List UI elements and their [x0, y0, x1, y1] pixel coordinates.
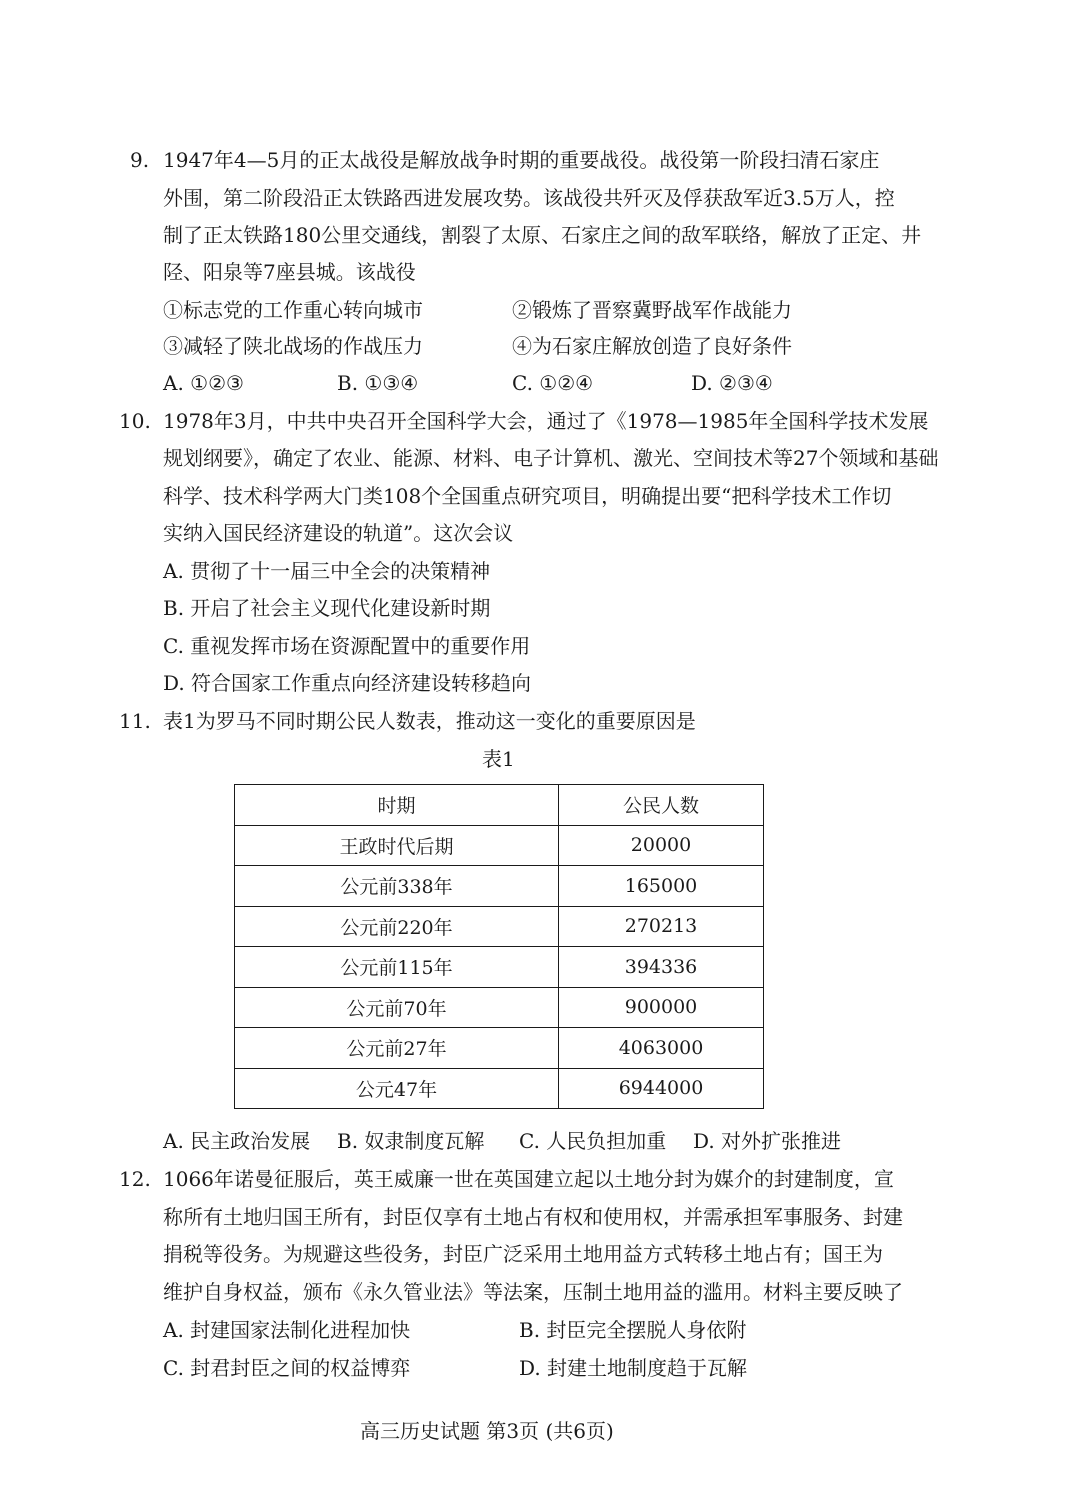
question-9-option-c[interactable]: C. ①②④ — [512, 371, 594, 395]
question-9-line: 1947年4—5月的正太战役是解放战争时期的重要战役。战役第一阶段扫清石家庄 — [163, 148, 880, 172]
question-9-option-b[interactable]: B. ①③④ — [337, 371, 419, 395]
question-11-number: 11. — [119, 709, 151, 733]
question-9-number: 9. — [130, 148, 150, 172]
question-10-line: 1978年3月，中共中央召开全国科学大会，通过了《1978—1985年全国科学技术发展 — [163, 409, 929, 433]
question-12-option-d[interactable]: D. 封建土地制度趋于瓦解 — [519, 1356, 748, 1380]
question-10-option-b[interactable]: B. 开启了社会主义现代化建设新时期 — [163, 596, 491, 620]
page-footer: 高三历史试题 第3页 (共6页) — [360, 1419, 614, 1443]
table-row — [235, 1028, 764, 1069]
table-cell-period: 公元前27年 — [235, 1028, 559, 1069]
question-11-stem: 表1为罗马不同时期公民人数表，推动这一变化的重要原因是 — [163, 709, 696, 733]
question-11-option-d[interactable]: D. 对外扩张推进 — [693, 1129, 842, 1153]
question-10-line: 实纳入国民经济建设的轨道”。这次会议 — [163, 521, 514, 545]
question-9-option-a[interactable]: A. ①②③ — [163, 371, 244, 395]
table-cell-period: 公元前70年 — [235, 987, 559, 1028]
table-row — [235, 987, 764, 1028]
table-row — [235, 866, 764, 907]
question-12-option-b[interactable]: B. 封臣完全摆脱人身依附 — [519, 1318, 747, 1342]
table-row — [235, 1068, 764, 1109]
table-row — [235, 906, 764, 947]
question-9-line: 外围，第二阶段沿正太铁路西进发展攻势。该战役共歼灭及俘获敌军近3.5万人，控 — [163, 186, 895, 210]
question-10-number: 10. — [119, 409, 151, 433]
table-header-cell: 时期 — [235, 785, 559, 826]
question-9-item: ①标志党的工作重心转向城市 — [163, 298, 423, 322]
table-cell-period: 公元前338年 — [235, 866, 559, 907]
table-caption: 表1 — [482, 747, 515, 771]
question-10-option-a[interactable]: A. 贯彻了十一届三中全会的决策精神 — [163, 559, 491, 583]
question-12-line: 维护自身权益，颁布《永久管业法》等法案，压制土地用益的滥用。材料主要反映了 — [163, 1280, 903, 1304]
question-11-option-a[interactable]: A. 民主政治发展 — [163, 1129, 311, 1153]
question-11-option-c[interactable]: C. 人民负担加重 — [519, 1129, 667, 1153]
question-9-item: ④为石家庄解放创造了良好条件 — [512, 334, 792, 358]
question-12-option-c[interactable]: C. 封君封臣之间的权益博弈 — [163, 1356, 411, 1380]
table-cell-period: 公元47年 — [235, 1068, 559, 1109]
question-10-option-d[interactable]: D. 符合国家工作重点向经济建设转移趋向 — [163, 671, 532, 695]
table-cell-count: 4063000 — [559, 1028, 764, 1069]
question-9-line: 制了正太铁路180公里交通线，割裂了太原、石家庄之间的敌军联络，解放了正定、井 — [163, 223, 922, 247]
question-9-option-d[interactable]: D. ②③④ — [691, 371, 773, 395]
question-11-option-b[interactable]: B. 奴隶制度瓦解 — [337, 1129, 485, 1153]
question-9-item: ②锻炼了晋察冀野战军作战能力 — [512, 298, 792, 322]
question-12-number: 12. — [119, 1167, 151, 1191]
table-cell-count: 20000 — [559, 825, 764, 866]
citizen-count-table — [234, 784, 764, 1109]
question-9-line: 陉、阳泉等7座县城。该战役 — [163, 260, 416, 284]
table-cell-count: 270213 — [559, 906, 764, 947]
table-cell-period: 王政时代后期 — [235, 825, 559, 866]
question-9-item: ③减轻了陕北战场的作战压力 — [163, 334, 423, 358]
question-12-line: 称所有土地归国王所有，封臣仅享有土地占有权和使用权，并需承担军事服务、封建 — [163, 1205, 903, 1229]
table-cell-count: 394336 — [559, 947, 764, 988]
table-cell-count: 6944000 — [559, 1068, 764, 1109]
table-cell-period: 公元前220年 — [235, 906, 559, 947]
question-12-line: 1066年诺曼征服后，英王威廉一世在英国建立起以土地分封为媒介的封建制度，宣 — [163, 1167, 894, 1191]
table-cell-period: 公元前115年 — [235, 947, 559, 988]
table-cell-count: 165000 — [559, 866, 764, 907]
question-12-line: 捐税等役务。为规避这些役务，封臣广泛采用土地用益方式转移土地占有；国王为 — [163, 1242, 883, 1266]
question-12-option-a[interactable]: A. 封建国家法制化进程加快 — [163, 1318, 411, 1342]
table-header-row — [235, 785, 764, 826]
table-row — [235, 947, 764, 988]
question-10-line: 科学、技术科学两大门类108个全国重点研究项目，明确提出要“把科学技术工作切 — [163, 484, 892, 508]
question-10-option-c[interactable]: C. 重视发挥市场在资源配置中的重要作用 — [163, 634, 531, 658]
question-10-line: 规划纲要》，确定了农业、能源、材料、电子计算机、激光、空间技术等27个领域和基础 — [163, 446, 939, 470]
table-row — [235, 825, 764, 866]
table-cell-count: 900000 — [559, 987, 764, 1028]
table-header-cell: 公民人数 — [559, 785, 764, 826]
